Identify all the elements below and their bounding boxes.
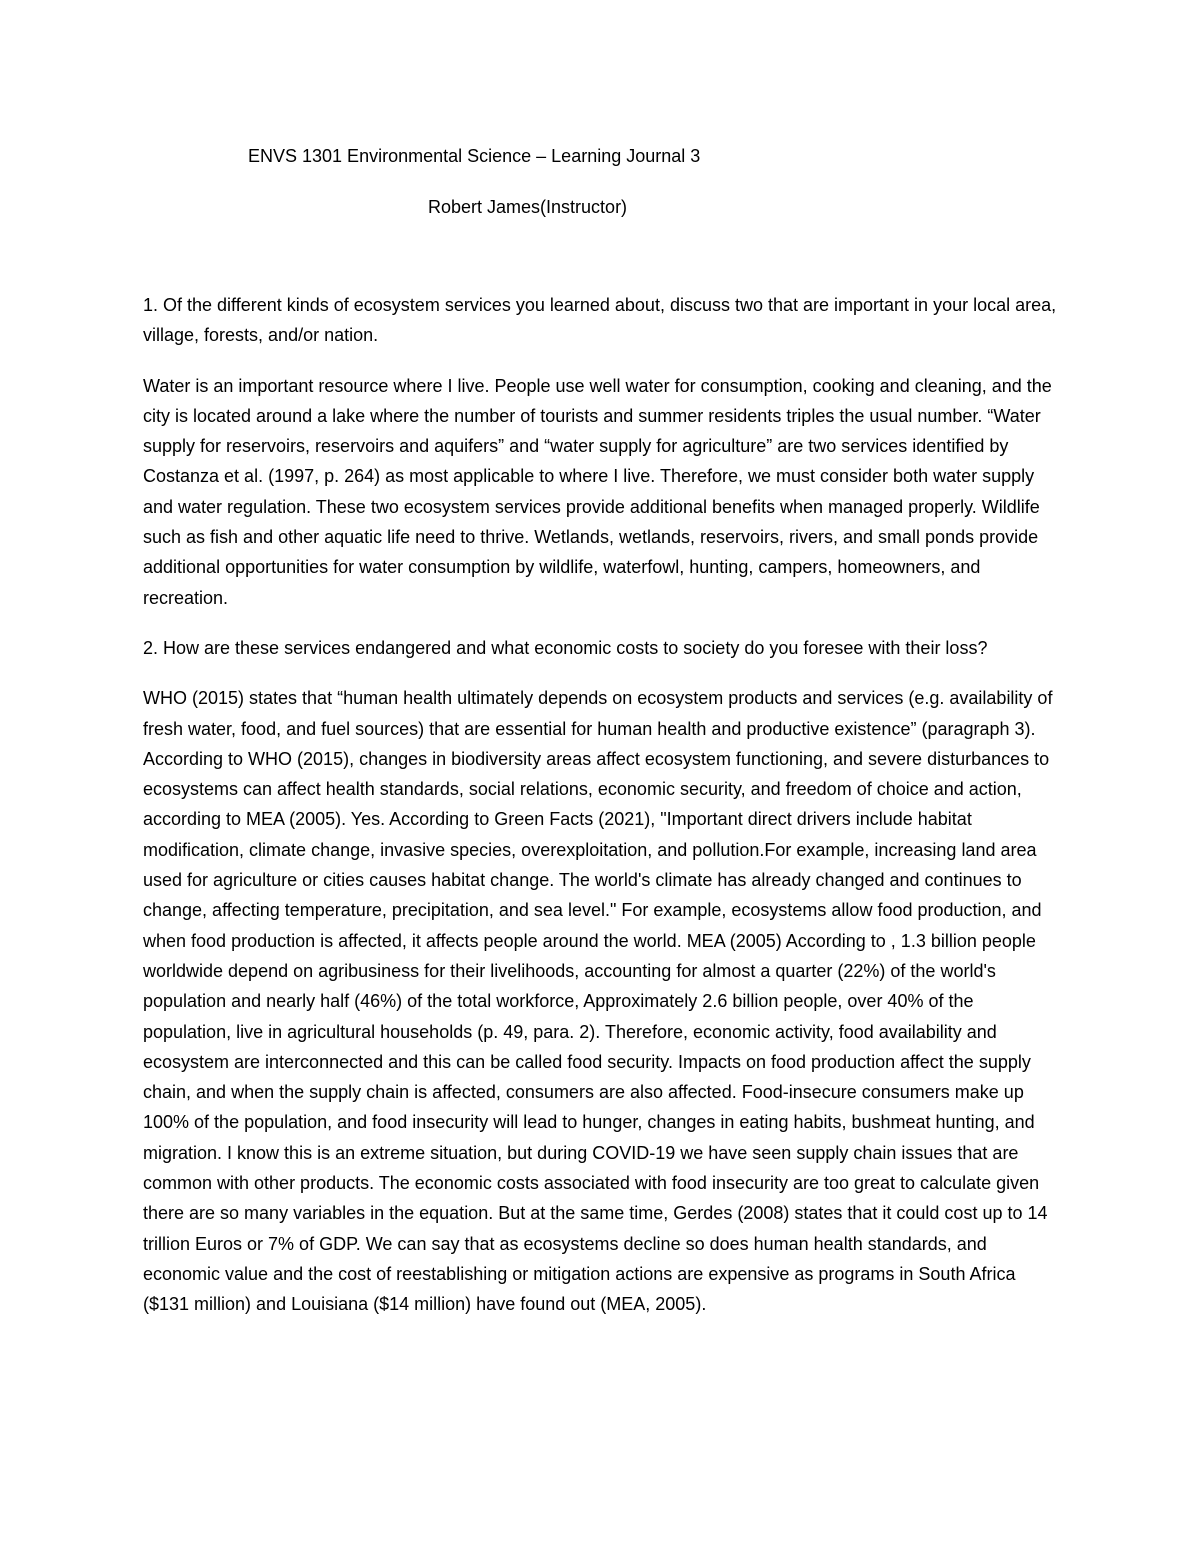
instructor-name: Robert James(Instructor): [428, 197, 628, 217]
question-1: 1. Of the different kinds of ecosystem services you learned about, discuss two that are important in your local area, village, forests, and/or nation.: [143, 295, 1057, 346]
answer-2: WHO (2015) states that “human health ultimately depends on ecosystem products and services (e.g. availability of fresh water, food, and fuel sources) that are essential for human health and productive existence” (paragraph 3). According to WHO (2015), changes in biodiversity areas affect ecosystem functioning, and severe disturbances to ecosystems can affect health standards, social relations, economic security, and freedom of choice and action, according to MEA (2005). Yes. According to Green Facts (2021), "Important direct drivers include habitat modification, climate change, invasive species, overexploitation, and pollution.For example, increasing land area used for agriculture or cities causes habitat change. The world's climate has already changed and continues to change, affecting temperature, precipitation, and sea level." For example, ecosystems allow food production, and when food production is affected, it affects people around the world. MEA (2005) According to , 1.3 billion people worldwide depend on agribusiness for their livelihoods, accounting for almost a quarter (22%) of the world's population and nearly half (46%) of the total workforce, Approximately 2.6 billion people, over 40% of the population, live in agricultural households (p. 49, para. 2). Therefore, economic activity, food availability and ecosystem are interconnected and this can be called food security. Impacts on food production affect the supply chain, and when the supply chain is affected, consumers are also affected. Food-insecure consumers make up 100% of the population, and food insecurity will lead to hunger, changes in eating habits, bushmeat hunting, and migration. I know this is an extreme situation, but during COVID-19 we have seen supply chain issues that are common with other products. The economic costs associated with food insecurity are too great to calculate given there are so many variables in the equation. But at the same time, Gerdes (2008) states that it could cost up to 14 trillion Euros or 7% of GDP. We can say that as ecosystems decline so does human health standards, and economic value and the cost of reestablishing or mitigation actions are expensive as programs in South Africa ($131 million) and Louisiana ($14 million) have found out (MEA, 2005).: [143, 688, 1053, 1315]
document-body: [143, 290, 1063, 1340]
answer-1: Water is an important resource where I live. People use well water for consumption, cooking and cleaning, and the city is located around a lake where the number of tourists and summer residents triples the usual number. “Water supply for reservoirs, reservoirs and aquifers” and “water supply for agriculture” are two services identified by Costanza et al. (1997, p. 264) as most applicable to where I live. Therefore, we must consider both water supply and water regulation. These two ecosystem services provide additional benefits when managed properly. Wildlife such as fish and other aquatic life need to thrive. Wetlands, wetlands, reservoirs, rivers, and small ponds provide additional opportunities for water consumption by wildlife, waterfowl, hunting, campers, homeowners, and recreation.: [143, 375, 1052, 608]
question-2: 2. How are these services endangered and what economic costs to society do you foresee with their loss?: [143, 637, 988, 658]
document-title: ENVS 1301 Environmental Science – Learning Journal 3: [248, 146, 701, 166]
